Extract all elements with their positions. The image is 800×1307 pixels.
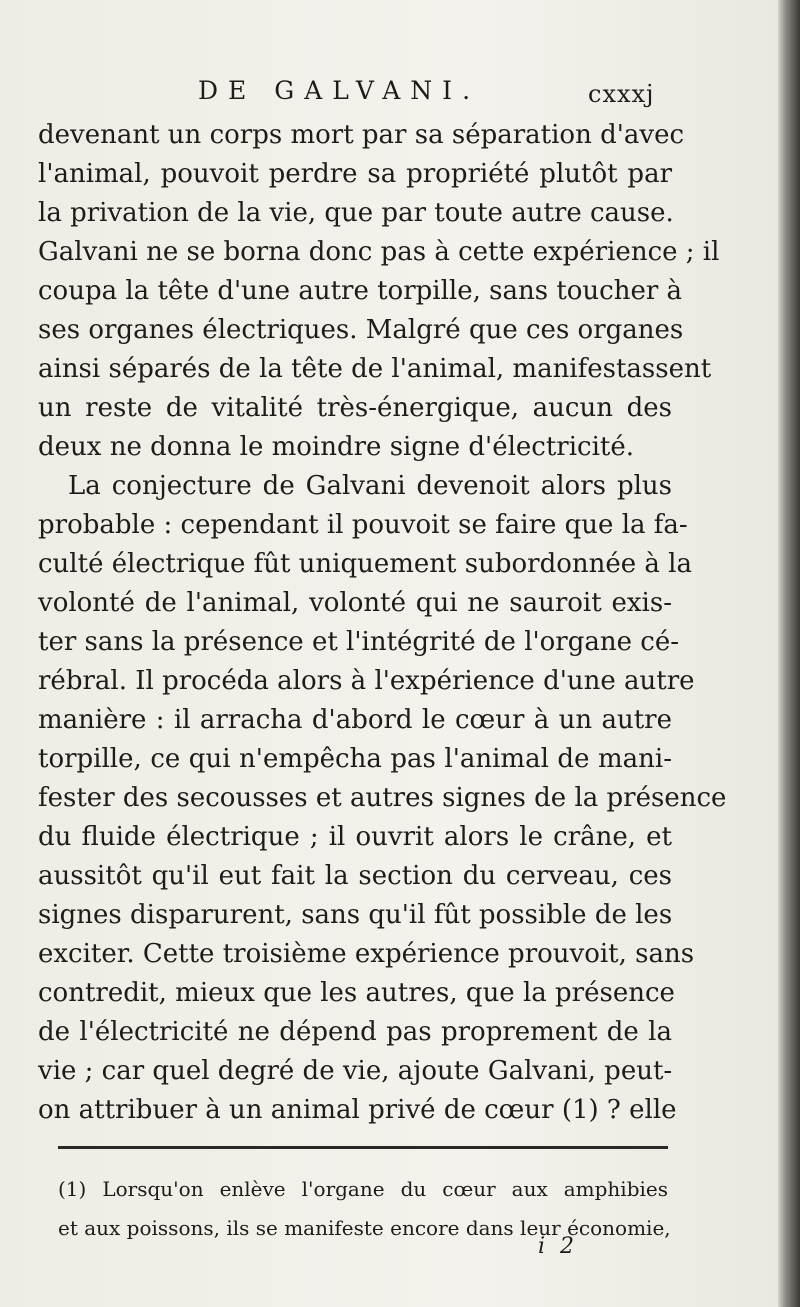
page-header xyxy=(0,76,780,116)
footnote-line: (1) Lorsqu'on enlève l'organe du cœur aux amphibies xyxy=(58,1177,668,1201)
body-text xyxy=(38,116,727,1130)
text-line: coupa la tête d'une autre torpille, sans toucher à xyxy=(38,276,683,306)
text-line: manière : il arracha d'abord le cœur à un autre xyxy=(38,705,672,735)
text-line: rébral. Il procéda alors à l'expérience d'une autre xyxy=(38,666,695,696)
text-line: Galvani ne se borna donc pas à cette expérience ; il xyxy=(38,237,720,267)
text-line: on attribuer à un animal privé de cœur (1) ? elle xyxy=(38,1095,677,1125)
signature-mark: i 2 xyxy=(538,1234,579,1259)
text-line: contredit, mieux que les autres, que la présence xyxy=(38,978,675,1008)
text-line: fester des secousses et autres signes de la présence xyxy=(38,783,727,813)
text-line: du fluide électrique ; il ouvrit alors le crâne, et xyxy=(38,822,672,852)
running-head: DE GALVANI. xyxy=(198,76,481,105)
text-line: probable : cependant il pouvoit se faire que la fa- xyxy=(38,510,688,540)
text-line: signes disparurent, sans qu'il fût possible de les xyxy=(38,900,673,930)
text-line: vie ; car quel degré de vie, ajoute Galvani, peut- xyxy=(38,1056,673,1086)
text-line: de l'électricité ne dépend pas proprement de la xyxy=(38,1017,672,1047)
footnote-rule xyxy=(58,1146,668,1149)
footnote-line: et aux poissons, ils se manifeste encore dans leur économie, xyxy=(58,1216,671,1240)
text-line: deux ne donna le moindre signe d'électricité. xyxy=(38,432,635,462)
text-line: torpille, ce qui n'empêcha pas l'animal de mani- xyxy=(38,744,672,774)
text-line: la privation de la vie, que par toute autre cause. xyxy=(38,198,674,228)
text-line: ainsi séparés de la tête de l'animal, manifestassent xyxy=(38,354,712,384)
text-line: aussitôt qu'il eut fait la section du cerveau, ces xyxy=(38,861,672,891)
text-line: volonté de l'animal, volonté qui ne sauroit exis- xyxy=(38,588,672,618)
text-line: La conjecture de Galvani devenoit alors plus xyxy=(68,471,672,501)
text-line: culté électrique fût uniquement subordonnée à la xyxy=(38,549,692,579)
text-line: exciter. Cette troisième expérience prouvoit, sans xyxy=(38,939,695,969)
text-line: un reste de vitalité très-énergique, aucun des xyxy=(38,393,672,423)
text-line: ter sans la présence et l'intégrité de l'organe cé- xyxy=(38,627,680,657)
text-line: ses organes électriques. Malgré que ces organes xyxy=(38,315,684,345)
text-line: l'animal, pouvoit perdre sa propriété plutôt par xyxy=(38,159,672,189)
book-spine-shadow xyxy=(778,0,800,1307)
text-line: devenant un corps mort par sa séparation d'avec xyxy=(38,120,685,150)
page-number: cxxxj xyxy=(588,80,655,108)
